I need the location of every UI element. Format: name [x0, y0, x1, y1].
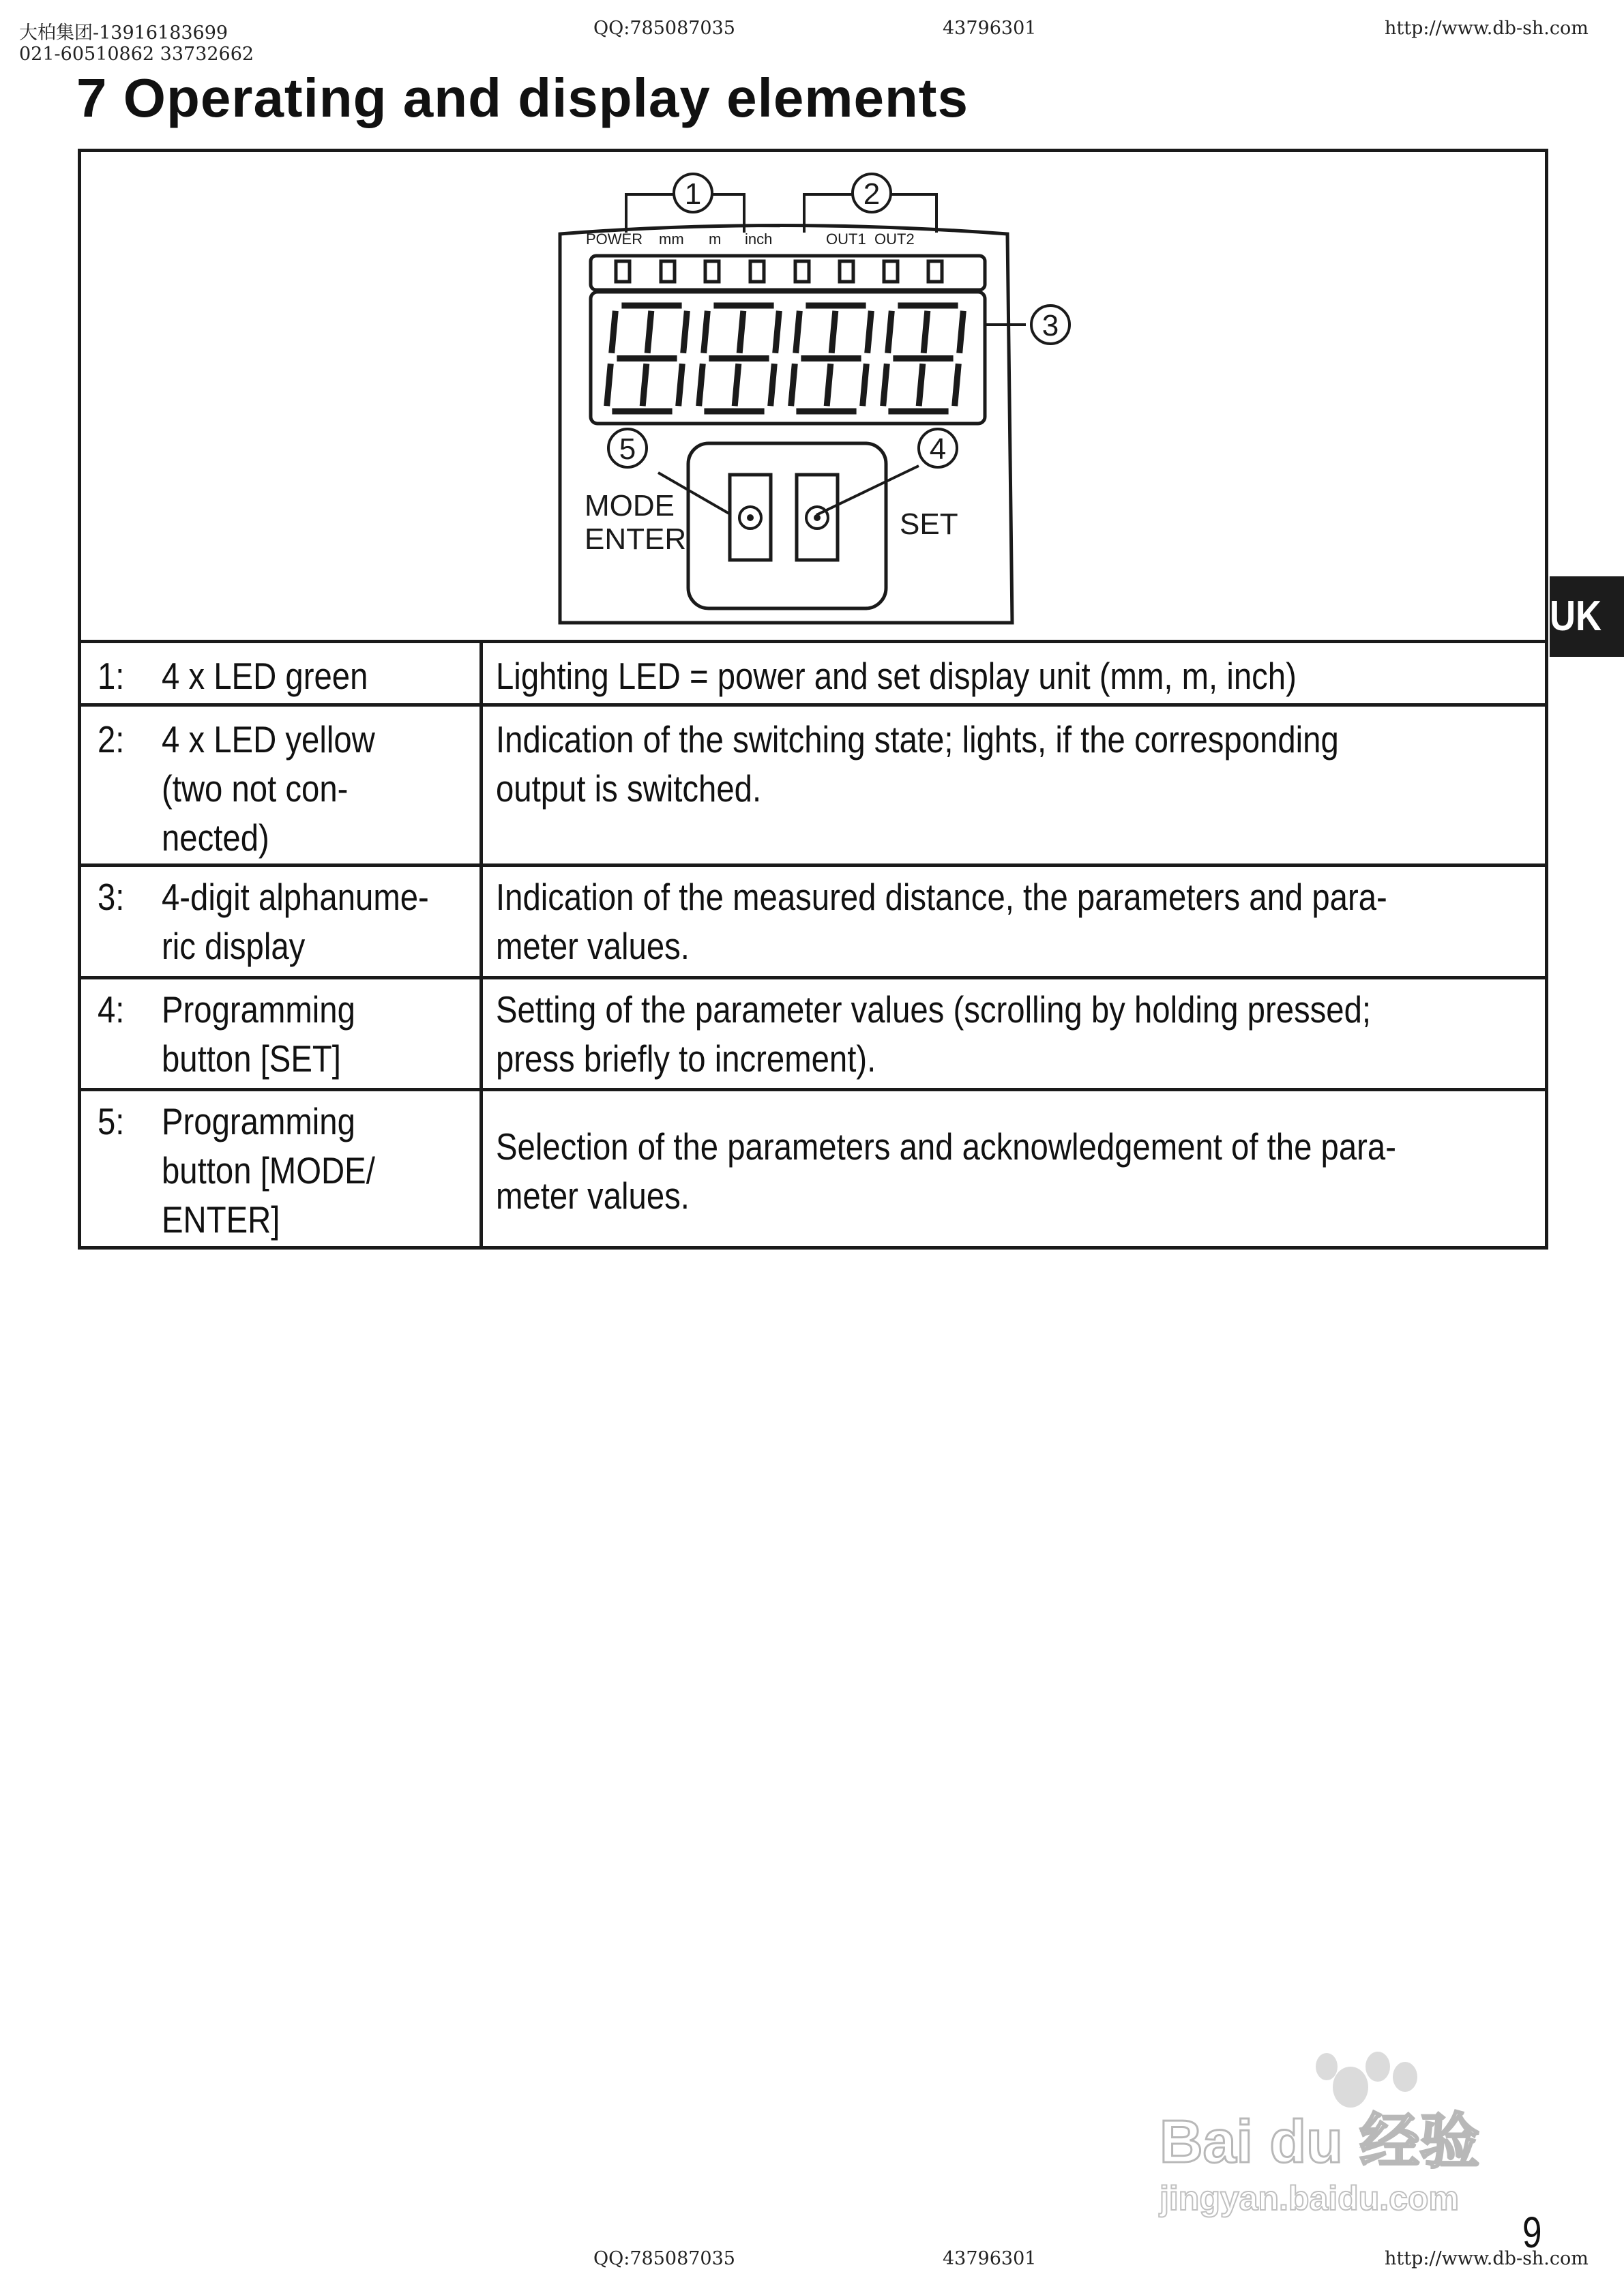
- page-number: 9: [1522, 2208, 1542, 2257]
- digit-segment: [612, 311, 616, 353]
- digit-segment: [883, 364, 887, 406]
- led-label-inch: inch: [745, 231, 773, 248]
- callout-3: 3: [1042, 309, 1059, 342]
- set-label: SET: [900, 507, 958, 541]
- header-phones: 021-60510862 33732662: [19, 44, 254, 65]
- led-strip: [591, 256, 985, 290]
- digit-segment: [683, 311, 688, 353]
- row-description: Indication of the switching state; lights, if the corresponding output is switched.: [496, 718, 1339, 810]
- watermark-url: jingyan.baidu.com: [1160, 2179, 1459, 2217]
- row-description: Lighting LED = power and set display unit (mm, m, inch): [496, 655, 1297, 697]
- footer-qq: QQ:785087035: [593, 2248, 735, 2269]
- led-power: [616, 261, 630, 282]
- display-digit: [883, 306, 964, 411]
- display-digit: [791, 306, 872, 411]
- digit-segment: [868, 311, 872, 353]
- digit-segment: [776, 311, 780, 353]
- row-name: 4-digit alphanume- ric display: [162, 876, 429, 967]
- row-name: 4 x LED yellow (two not con- nected): [162, 718, 375, 859]
- enter-label: ENTER: [585, 522, 687, 556]
- row-number: 3:: [98, 876, 125, 918]
- header-number: 43796301: [943, 18, 1037, 39]
- table-row: [81, 703, 1545, 863]
- header-company-phone: 大柏集团-13916183699: [19, 23, 228, 44]
- led-label-out2: OUT2: [874, 231, 915, 248]
- led-out1: [884, 261, 898, 282]
- callout-2: 2: [863, 177, 881, 211]
- header-url[interactable]: http://www.db-sh.com: [1385, 18, 1589, 39]
- row-number: 1:: [98, 655, 125, 697]
- elements-table: [78, 149, 1548, 1250]
- callout-1: 1: [684, 177, 702, 211]
- digit-segment: [955, 364, 959, 406]
- digits-group: [607, 306, 964, 411]
- row-number: 5:: [98, 1100, 125, 1142]
- row-name: 4 x LED green: [162, 655, 368, 697]
- led-m: [705, 261, 719, 282]
- digit-segment: [735, 364, 739, 406]
- button-panel: [688, 443, 886, 608]
- table-row: [81, 1088, 1545, 1250]
- led-out2: [928, 261, 942, 282]
- watermark-brand: Bai du 经验: [1160, 2108, 1480, 2175]
- table-row: [81, 976, 1545, 1088]
- language-tab-label: UK: [1550, 593, 1602, 640]
- baidu-watermark: [1146, 2039, 1528, 2230]
- paw-icon: [1333, 2067, 1368, 2108]
- digit-segment: [739, 311, 743, 353]
- digit-segment: [647, 311, 651, 353]
- led-5: [795, 261, 809, 282]
- led-6: [840, 261, 853, 282]
- row-description: Selection of the parameters and acknowledgement of the para- meter values.: [496, 1125, 1396, 1217]
- digit-segment: [796, 311, 800, 353]
- digit-segment: [607, 364, 611, 406]
- digit-segment: [863, 364, 867, 406]
- digit-segment: [771, 364, 775, 406]
- row-description: Setting of the parameter values (scrolling by holding pressed; press briefly to increment).: [496, 988, 1372, 1080]
- digit-segment: [888, 311, 892, 353]
- digit-segment: [679, 364, 683, 406]
- callout-4: 4: [929, 432, 947, 466]
- row-name: Programming button [SET]: [162, 988, 355, 1080]
- led-label-m: m: [709, 231, 722, 248]
- digit-segment: [924, 311, 928, 353]
- page-title: 7 Operating and display elements: [76, 68, 969, 128]
- row-name: Programming button [MODE/ ENTER]: [162, 1100, 375, 1241]
- footer-url[interactable]: http://www.db-sh.com: [1385, 2248, 1589, 2269]
- row-number: 2:: [98, 718, 125, 760]
- header-qq: QQ:785087035: [593, 18, 735, 39]
- device-diagram: [81, 152, 1545, 640]
- mode-label: MODE: [585, 489, 675, 522]
- footer-number: 43796301: [943, 2248, 1037, 2269]
- display-digit: [607, 306, 688, 411]
- led-label-out1: OUT1: [826, 231, 866, 248]
- callout-5: 5: [619, 432, 636, 466]
- row-number: 4:: [98, 988, 125, 1031]
- digit-segment: [699, 364, 703, 406]
- digit-segment: [831, 311, 836, 353]
- digit-segment: [960, 311, 964, 353]
- digit-segment: [791, 364, 795, 406]
- digit-segment: [704, 311, 708, 353]
- led-label-power: POWER: [586, 231, 643, 248]
- led-label-mm: mm: [659, 231, 684, 248]
- table-row: [81, 863, 1545, 976]
- display-digit: [699, 306, 780, 411]
- row-description: Indication of the measured distance, the parameters and para- meter values.: [496, 876, 1387, 967]
- digit-segment: [827, 364, 831, 406]
- digit-segment: [643, 364, 647, 406]
- table-row: [81, 640, 1545, 703]
- led-inch: [750, 261, 764, 282]
- digit-segment: [919, 364, 923, 406]
- led-mm: [661, 261, 675, 282]
- language-tab-uk[interactable]: [1550, 576, 1624, 657]
